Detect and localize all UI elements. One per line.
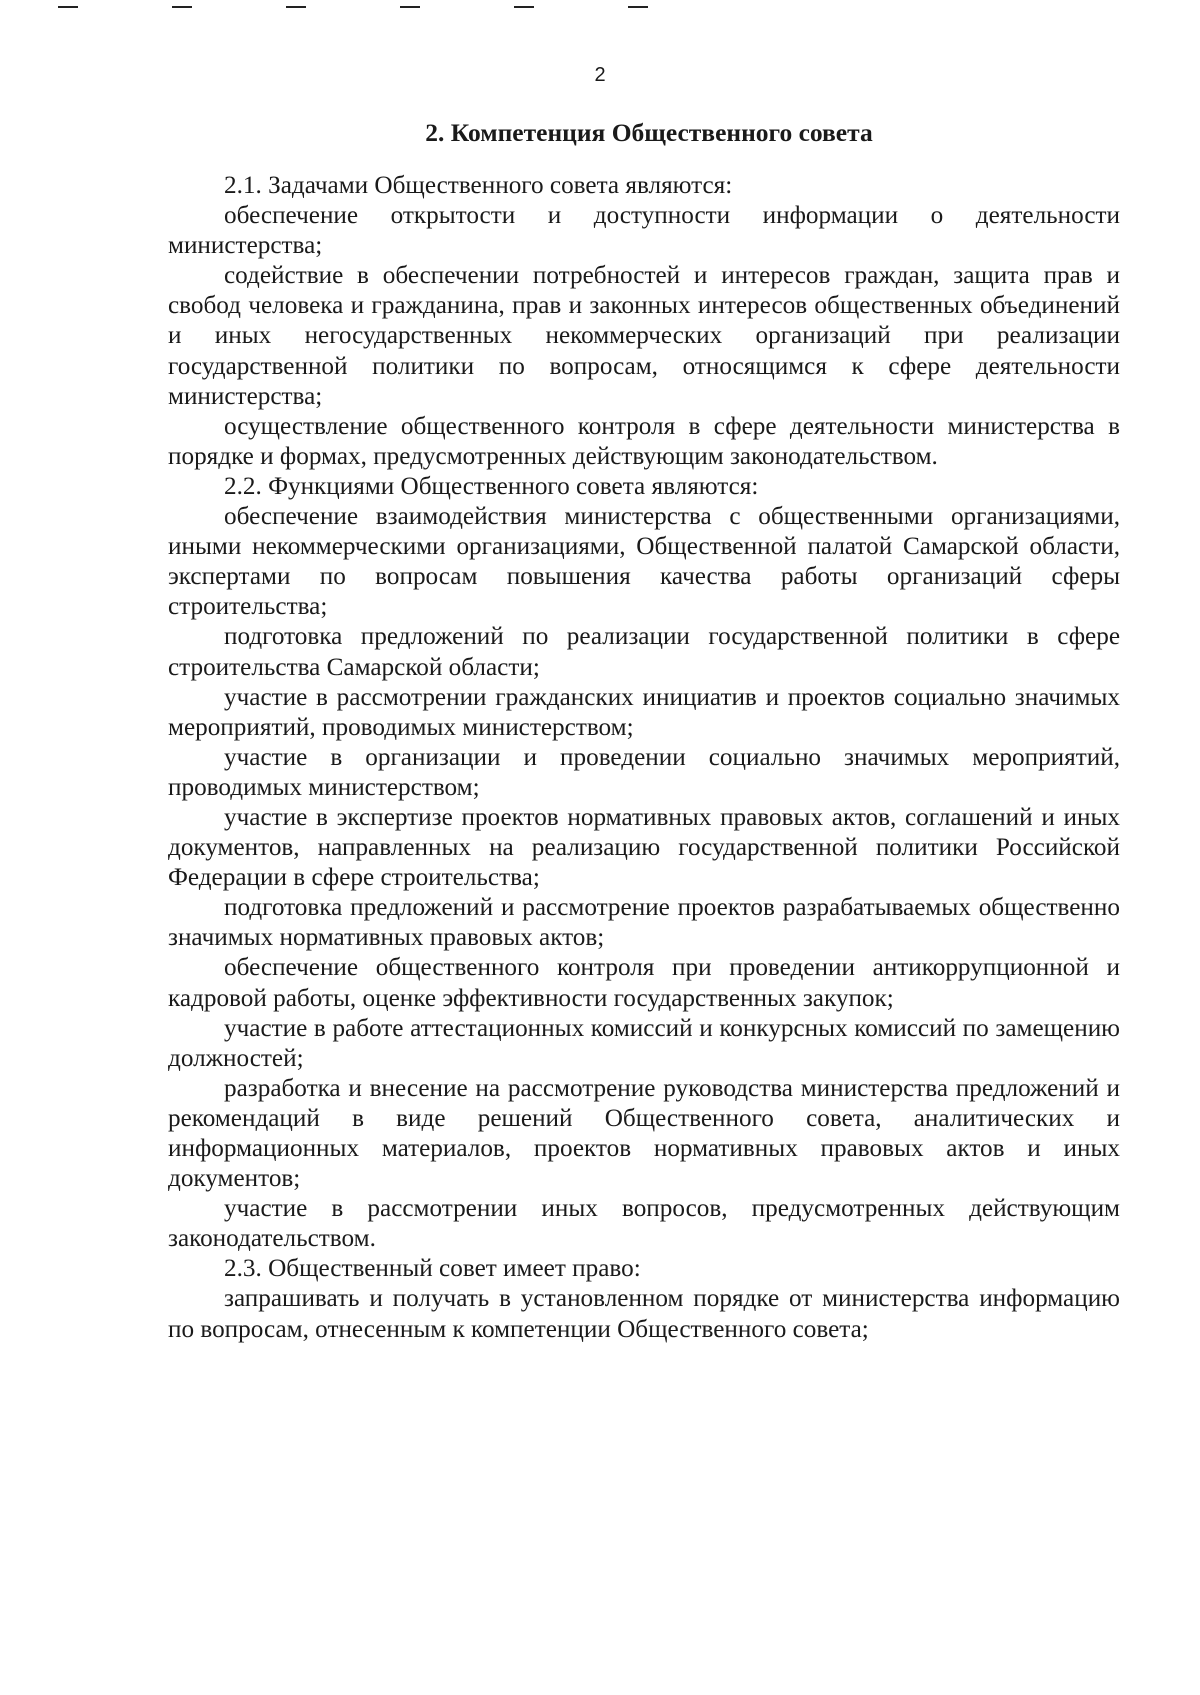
paragraph: запрашивать и получать в установленном порядке от министерства информацию по вопросам, отнесенным к компетенции Общественного совета;: [168, 1285, 1120, 1343]
paragraph: участие в рассмотрении гражданских инициатив и проектов социально значимых мероприятий, проводимых министерством;: [168, 683, 1120, 741]
paragraph: подготовка предложений по реализации государственной политики в сфере строительства Самарской области;: [168, 623, 1120, 681]
paragraph: обеспечение общественного контроля при проведении антикоррупционной и кадровой работы, оценке эффективности государственных закупок;: [168, 954, 1120, 1012]
paragraph: обеспечение взаимодействия министерства с общественными организациями, иными некоммерческими организациями, Общественной палатой Самарской области, экспертами по вопросам повышения качества работы организаций сферы строительства;: [168, 503, 1120, 621]
scan-mark: [400, 6, 420, 8]
scan-mark: [172, 6, 192, 8]
paragraph: разработка и внесение на рассмотрение руководства министерства предложений и рекомендаций в виде решений Общественного совета, аналитических и информационных материалов, проектов нормативных правовых актов и иных документов;: [168, 1074, 1120, 1193]
paragraph: участие в экспертизе проектов нормативных правовых актов, соглашений и иных документов, направленных на реализацию государственной политики Российской Федерации в сфере строительства;: [168, 803, 1120, 892]
paragraph: участие в работе аттестационных комиссий и конкурсных комиссий по замещению должностей;: [168, 1014, 1120, 1072]
paragraph: содействие в обеспечении потребностей и интересов граждан, защита прав и свобод человека и гражданина, прав и законных интересов общественных объединений и иных негосударственных некоммерческих организаций при реализации государственной политики по вопросам, относящимся к сфере деятельности министерства;: [168, 262, 1120, 410]
paragraph-2-2-heading: 2.2. Функциями Общественного совета являются:: [224, 472, 759, 500]
section-title: 2. Компетенция Общественного совета: [425, 118, 873, 147]
scan-mark: [58, 6, 78, 8]
paragraph-2-3-heading: 2.3. Общественный совет имеет право:: [224, 1255, 641, 1283]
paragraph: осуществление общественного контроля в сфере деятельности министерства в порядке и формах, предусмотренных действующим законодательством.: [168, 412, 1120, 470]
scan-mark: [628, 6, 648, 8]
paragraph: участие в организации и проведении социально значимых мероприятий, проводимых министерством;: [168, 743, 1120, 801]
page-number: 2: [594, 64, 606, 86]
paragraph: подготовка предложений и рассмотрение проектов разрабатываемых общественно значимых нормативных правовых актов;: [168, 894, 1120, 952]
scan-mark: [286, 6, 306, 8]
scan-edge-marks: [0, 0, 1200, 12]
scan-mark: [514, 6, 534, 8]
paragraph: участие в рассмотрении иных вопросов, предусмотренных действующим законодательством.: [168, 1195, 1120, 1253]
paragraph-2-1-heading: 2.1. Задачами Общественного совета являются:: [224, 172, 733, 199]
document-body: [168, 171, 1120, 1345]
paragraph: обеспечение открытости и доступности информации о деятельности министерства;: [168, 202, 1120, 260]
